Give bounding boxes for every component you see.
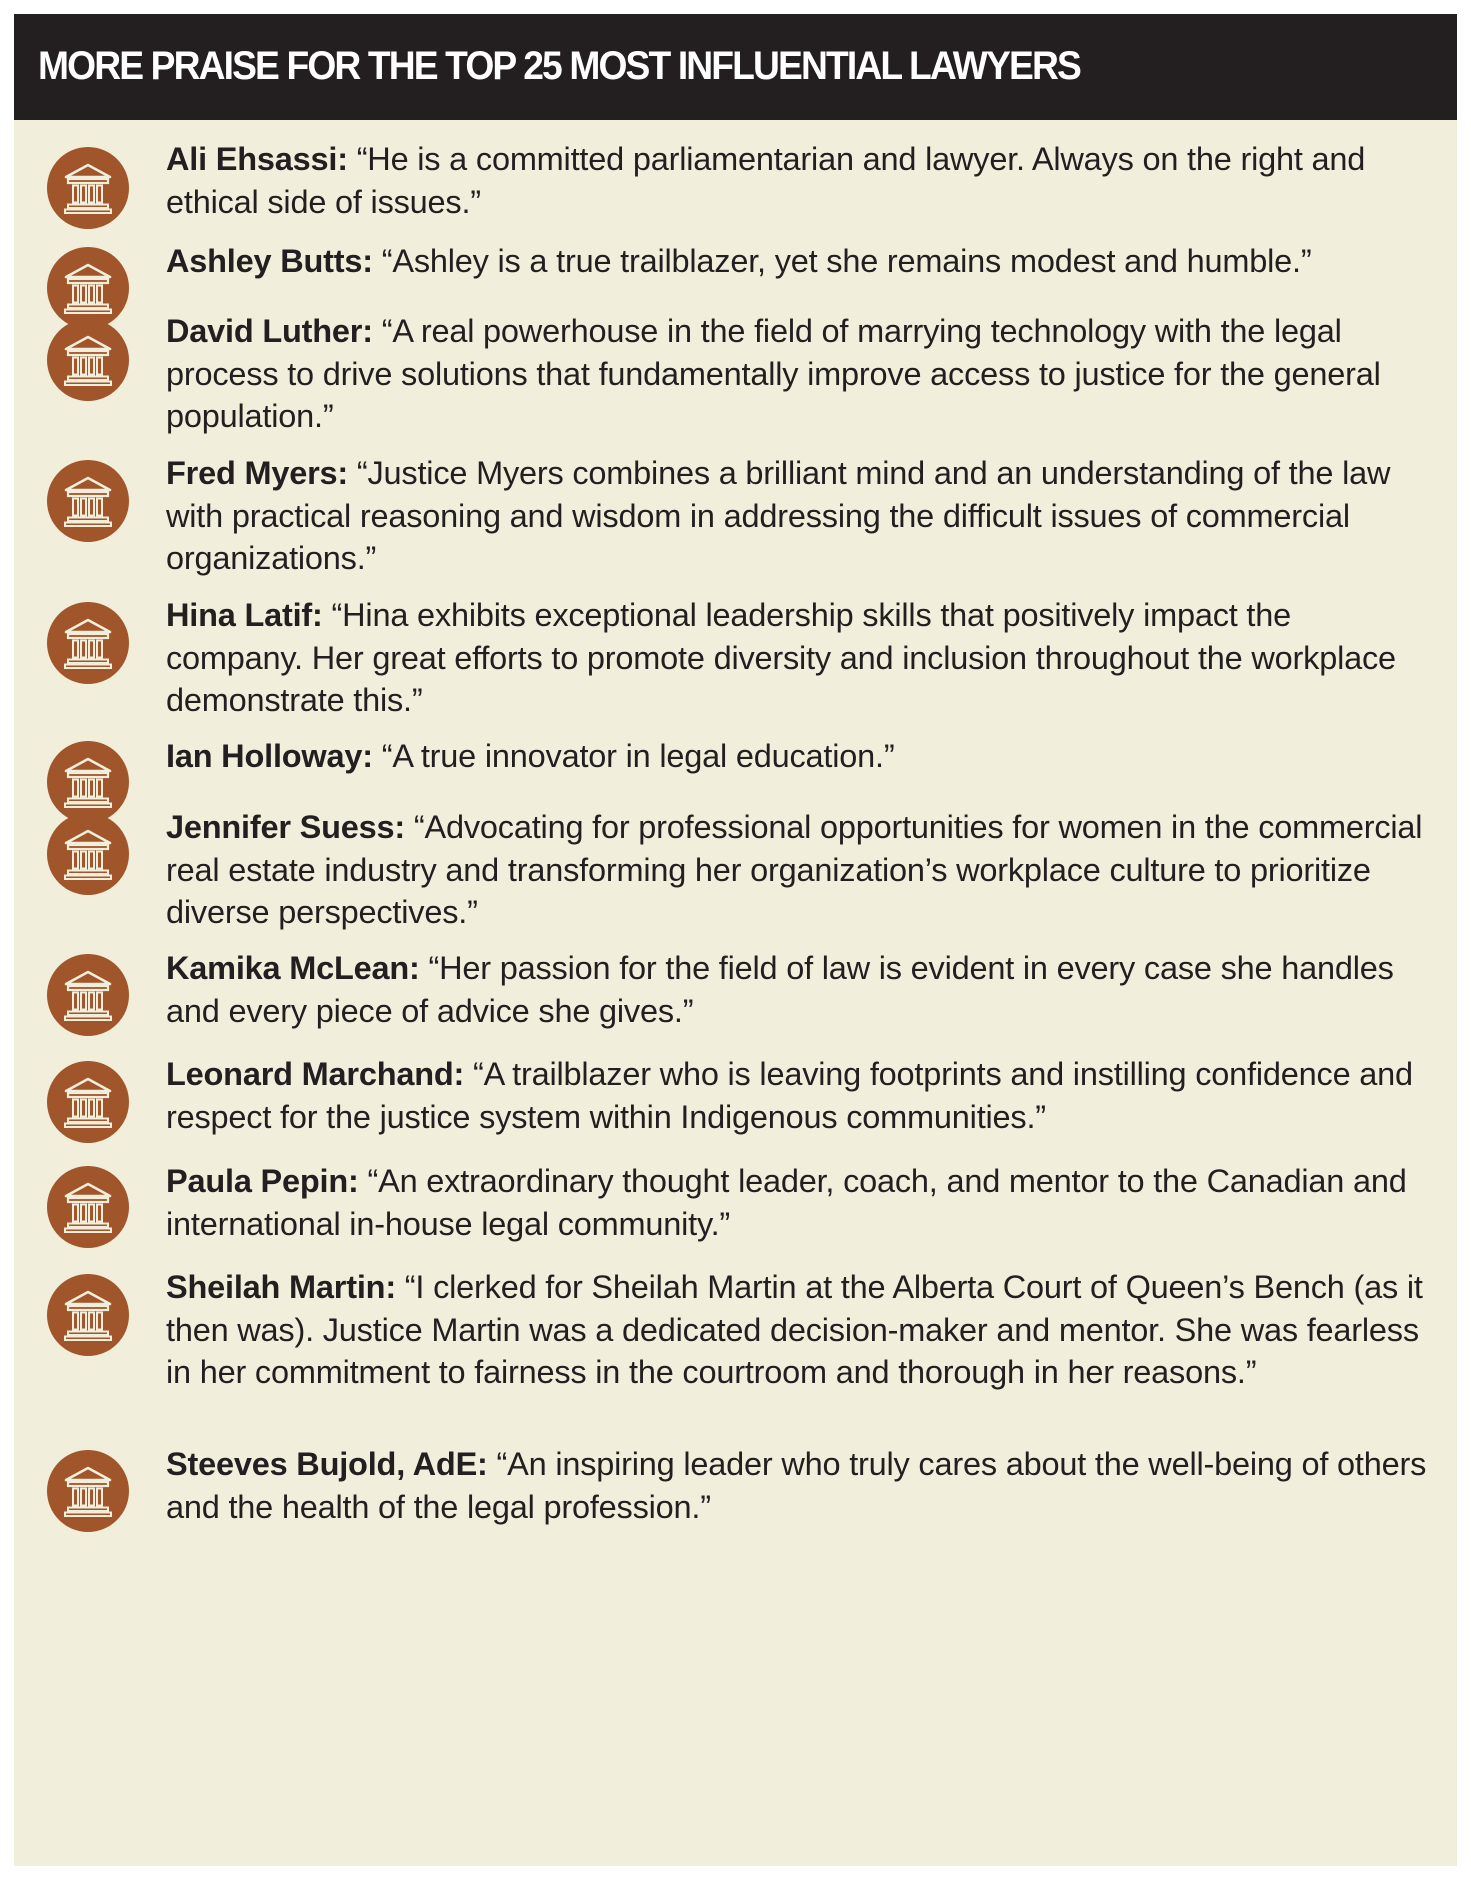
courthouse-icon (46, 1449, 130, 1533)
courthouse-icon (46, 146, 130, 230)
courthouse-icon (46, 1273, 130, 1357)
entry-quote: “Justice Myers combines a brilliant mind and an understanding of the law with practical reasoning and wisdom in addressing the difficult issues of commercial organizations.” (166, 455, 1391, 576)
entry-quote: “Hina exhibits exceptional leadership skills that positively impact the company. Her great efforts to promote diversity and inclusion throughout the workplace demonstrate this.” (166, 597, 1396, 718)
entry-quote: “An extraordinary thought leader, coach, and mentor to the Canadian and international in-house legal community.” (166, 1163, 1407, 1242)
courthouse-icon (46, 1060, 130, 1144)
entry-text (166, 240, 1436, 283)
courthouse-icon (46, 1165, 130, 1249)
entry-quote: “Ashley is a true trailblazer, yet she remains modest and humble.” (381, 243, 1312, 279)
entry-quote: “Her passion for the field of law is evident in every case she handles and every piece of advice she gives.” (166, 950, 1394, 1029)
entry-quote: “A true innovator in legal education.” (381, 738, 895, 774)
entry-name: Sheilah Martin: (166, 1269, 396, 1305)
entry-name: David Luther: (166, 313, 373, 349)
entry-quote: “He is a committed parliamentarian and lawyer. Always on the right and ethical side of issues.” (166, 141, 1366, 220)
entry-name: Fred Myers: (166, 455, 349, 491)
entry-name: Hina Latif: (166, 597, 323, 633)
courthouse-icon (46, 812, 130, 896)
entry-text (166, 138, 1436, 223)
courthouse-icon (46, 601, 130, 685)
entry-quote: “An inspiring leader who truly cares about the well-being of others and the health of the legal profession.” (166, 1446, 1427, 1525)
entry-text (166, 310, 1436, 438)
entry-text (166, 1053, 1436, 1138)
courthouse-icon (46, 459, 130, 543)
entry-name: Ali Ehsassi: (166, 141, 348, 177)
entry-name: Paula Pepin: (166, 1163, 359, 1199)
entry-name: Kamika McLean: (166, 950, 420, 986)
entry-text (166, 594, 1436, 722)
entry-quote: “Advocating for professional opportunities for women in the commercial real estate industry and transforming her organization’s workplace culture to prioritize diverse perspectives.” (166, 809, 1423, 930)
header-bar (14, 14, 1457, 120)
entry-text (166, 947, 1436, 1032)
page-title: MORE PRAISE FOR THE TOP 25 MOST INFLUENTIAL LAWYERS (38, 44, 1080, 88)
entry-text (166, 1160, 1436, 1245)
entry-quote: “I clerked for Sheilah Martin at the Alberta Court of Queen’s Bench (as it then was). Justice Martin was a dedicated decision-maker and mentor. She was fearless in her commitment to fairness in the courtroom and thorough in her reasons.” (166, 1269, 1423, 1390)
entry-name: Jennifer Suess: (166, 809, 406, 845)
entry-name: Ian Holloway: (166, 738, 373, 774)
entry-text (166, 1443, 1436, 1528)
courthouse-icon (46, 318, 130, 402)
entry-text (166, 806, 1436, 934)
entry-name: Steeves Bujold, AdE: (166, 1446, 488, 1482)
entry-quote: “A trailblazer who is leaving footprints and instilling confidence and respect for the justice system within Indigenous communities.” (166, 1056, 1413, 1135)
courthouse-icon (46, 953, 130, 1037)
entry-text (166, 735, 1436, 778)
entry-quote: “A real powerhouse in the field of marrying technology with the legal process to drive solutions that fundamentally improve access to justice for the general population.” (166, 313, 1381, 434)
praise-panel (14, 14, 1457, 1866)
entry-name: Ashley Butts: (166, 243, 373, 279)
entry-name: Leonard Marchand: (166, 1056, 465, 1092)
entry-text (166, 452, 1436, 580)
entry-text (166, 1266, 1436, 1394)
